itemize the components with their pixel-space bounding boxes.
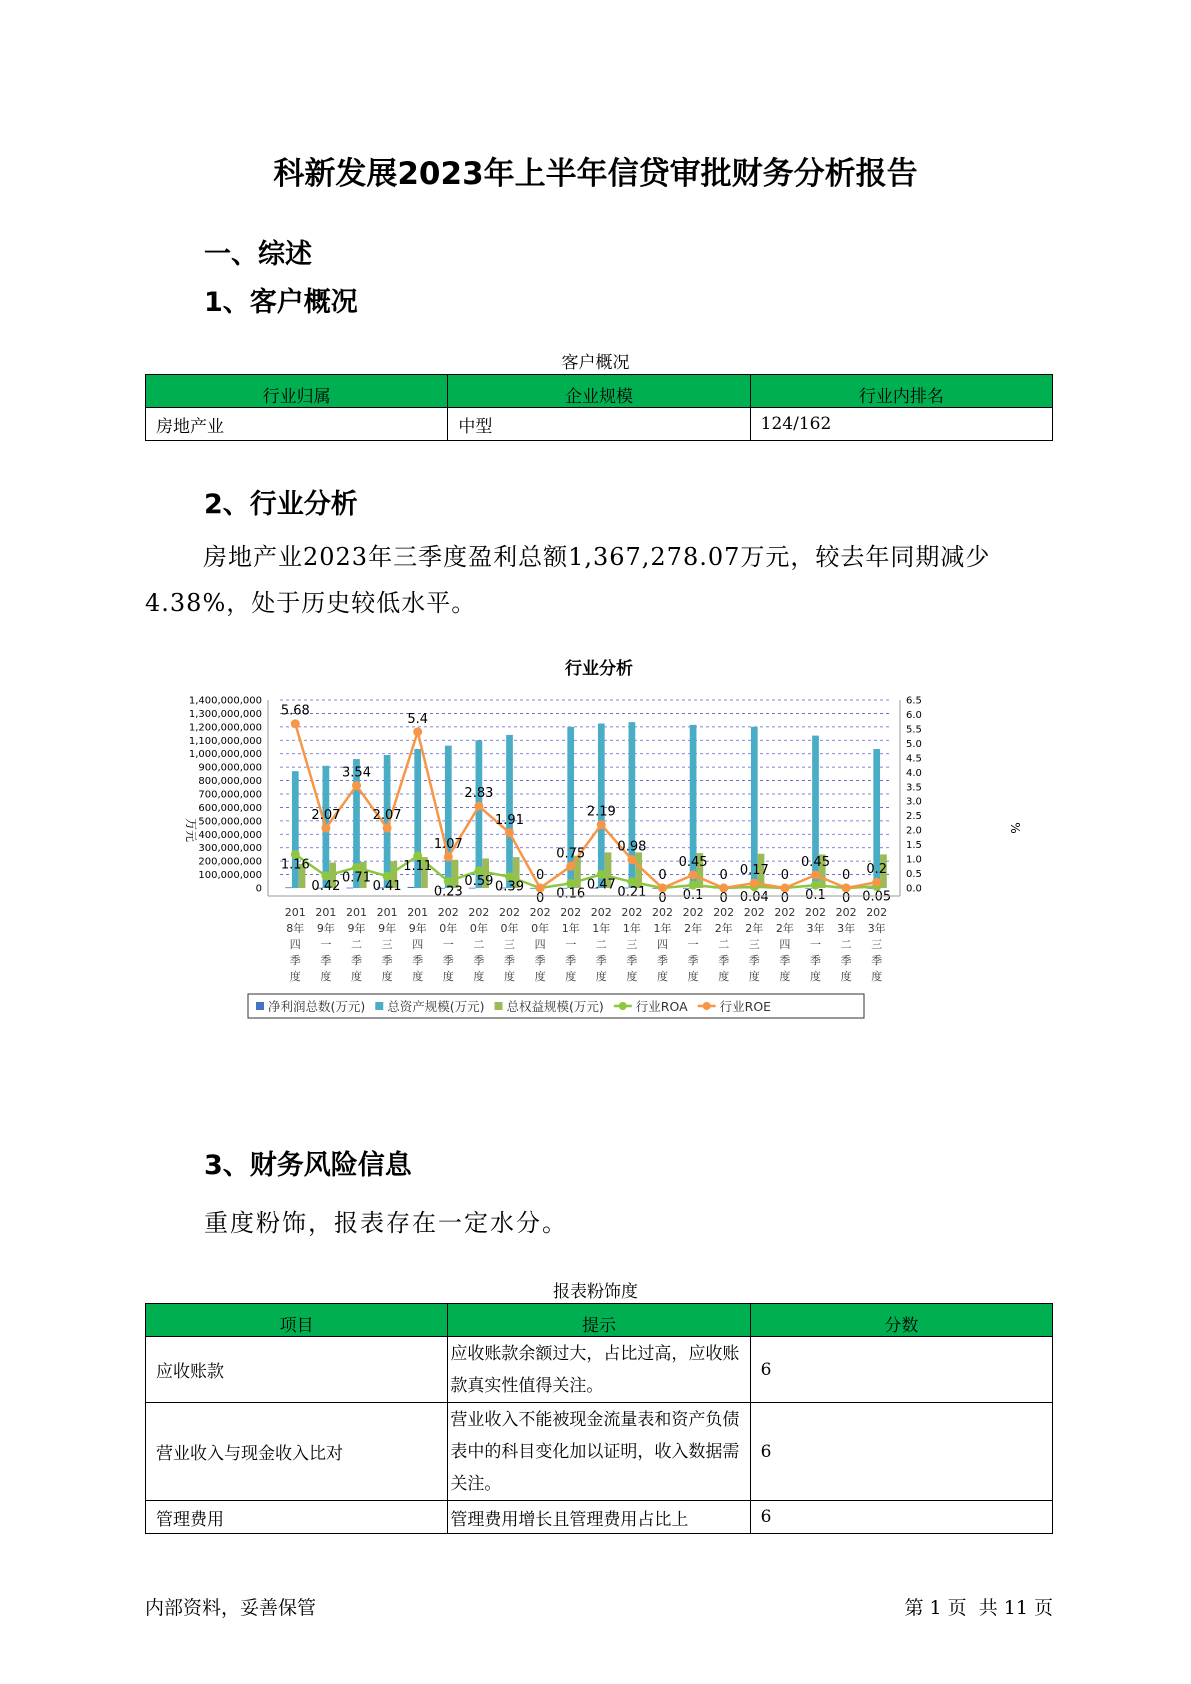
chart-data-label: 1.16 [280,857,310,873]
risk-row-hint: 营业收入不能被现金流量表和资产负债表中的科目变化加以证明，收入数据需关注。 [448,1403,750,1501]
chart-data-label: 0 [535,891,545,906]
chart-y-tick-label: 400,000,000 [198,829,262,841]
chart-x-tick-label: 202 1年四季度 [652,906,673,983]
chart-data-label: 0.1 [805,888,826,904]
chart-x-tick-label: 202 1年二季度 [590,906,612,983]
risk-row-score: 6 [750,1337,1052,1403]
chart-y-tick-label: 0 [255,883,262,895]
risk-row-score: 6 [750,1403,1052,1501]
chart-point [291,719,300,728]
chart-x-tick-label: 202 0年三季度 [499,906,520,983]
chart-data-label: 0.16 [556,886,586,902]
chart-data-label: 2.83 [464,786,494,802]
legend-label: 行业ROE [719,999,772,1014]
chart-y2-tick-label: 4.5 [906,753,922,765]
risk-table-caption: 报表粉饰度 [553,1282,638,1302]
risk-row-item: 管理费用 [146,1501,448,1534]
chart-x-tick-label: 201 9年一季度 [315,906,337,983]
chart-y-tick-label: 1,200,000,000 [188,722,262,734]
chart-data-label: 1.91 [495,812,524,828]
chart-y2-tick-label: 4.0 [906,767,922,779]
chart-data-label: 0 [719,891,728,906]
chart-y2-tick-label: 6.5 [906,695,922,707]
chart-data-label: 0 [658,868,667,883]
chart-y-tick-label: 500,000,000 [198,816,262,828]
chart-y2-axis-label: % [1008,822,1022,834]
legend-label: 行业ROA [635,999,688,1014]
chart-y-tick-label: 200,000,000 [198,856,262,868]
chart-x-tick-label: 202 0年二季度 [468,906,490,983]
chart-data-label: 2.19 [586,804,616,820]
chart-y2-tick-label: 0.0 [906,883,922,895]
chart-data-label: 0.2 [866,862,888,878]
chart-x-tick-label: 202 3年三季度 [866,906,888,983]
chart-point [383,824,392,833]
chart-point [474,802,483,811]
chart-y-tick-label: 800,000,000 [198,776,262,788]
chart-data-label: 0 [719,868,728,883]
chart-data-label: 0.05 [862,889,892,905]
chart-data-label: 0 [841,891,851,906]
chart-point [597,820,606,829]
chart-data-label: 0.47 [586,877,616,893]
customer-rank: 124/162 [750,408,1052,441]
chart-data-label: 0.04 [739,889,769,905]
customer-header-industry: 行业归属 [146,375,448,408]
risk-header-score: 分数 [750,1304,1052,1337]
chart-data-label: 0.45 [678,854,708,870]
chart-data-label: 0.17 [739,863,769,879]
risk-row-hint: 应收账款余额过大，占比过高，应收账款真实性值得关注。 [448,1337,750,1403]
chart-bar [285,887,292,888]
chart-point [505,828,514,837]
chart-data-label: 0 [780,891,790,906]
chart-bar [506,735,513,888]
chart-y2-tick-label: 0.5 [906,869,922,881]
chart-data-label: 5.68 [280,703,310,719]
chart-data-label: 0.1 [682,888,704,904]
chart-title: 行业分析 [565,659,633,679]
chart-x-tick-label: 201 9年二季度 [346,906,367,983]
chart-data-label: 1.11 [403,858,433,874]
legend-swatch [375,1002,383,1010]
chart-data-label: 5.4 [407,711,429,727]
chart-data-label: 0.23 [433,884,463,900]
footer-confidential: 内部资料，妥善保管 [145,1597,317,1619]
chart-data-label: 3.54 [342,765,371,781]
footer-page-number: 第 1 页 共 11 页 [904,1597,1053,1619]
chart-x-tick-label: 202 2年一季度 [682,906,704,983]
chart-data-label: 0.39 [495,879,524,895]
risk-row-item: 应收账款 [146,1337,448,1403]
chart-point [689,870,698,879]
risk-header-hint: 提示 [448,1304,750,1337]
chart-point [321,824,330,833]
customer-table [145,374,1053,441]
risk-paragraph: 重度粉饰，报表存在一定水分。 [204,1209,568,1237]
chart-point [750,879,759,888]
section-risk: 3、财务风险信息 [204,1150,412,1181]
section-industry: 2、行业分析 [204,489,358,520]
chart-x-tick-label: 202 1年一季度 [560,906,582,983]
legend-swatch [256,1002,264,1010]
legend-swatch-marker [619,1002,627,1010]
chart-y-axis-label: 万元 [184,817,198,843]
chart-y2-tick-label: 3.0 [906,796,922,808]
section-customer: 1、客户概况 [204,287,358,318]
chart-data-label: 0 [658,891,667,906]
industry-paragraph: 房地产业2023年三季度盈利总额1,367,278.07万元，较去年同期减少4.38%，处于历史较低水平。 [145,543,991,617]
chart-y-tick-label: 300,000,000 [198,843,262,855]
risk-row-score: 6 [750,1501,1052,1534]
chart-x-tick-label: 202 1年三季度 [621,906,643,983]
chart-y2-tick-label: 6.0 [906,709,922,721]
chart-data-label: 0.41 [372,879,402,895]
risk-row-hint: 管理费用增长且管理费用占比上 [448,1501,750,1534]
report-title: 科新发展2023年上半年信贷审批财务分析报告 [273,156,918,192]
customer-header-scale: 企业规模 [448,375,750,408]
risk-row-item: 营业收入与现金收入比对 [146,1403,448,1501]
chart-x-tick-label: 202 3年二季度 [835,906,857,983]
chart-point [627,855,636,864]
legend-swatch [495,1002,503,1010]
legend-label: 总资产规模(万元) [387,999,485,1014]
chart-data-label: 1.07 [433,837,463,853]
chart-y-tick-label: 100,000,000 [198,870,262,882]
chart-x-tick-label: 202 2年二季度 [713,906,735,983]
customer-table-caption: 客户概况 [561,353,630,373]
chart-bar [476,740,483,888]
risk-header-item: 项目 [146,1304,448,1337]
chart-y-tick-label: 1,300,000,000 [188,708,262,720]
chart-y2-tick-label: 5.5 [906,724,922,736]
chart-x-tick-label: 202 2年四季度 [774,906,796,983]
chart-x-tick-label: 202 3年一季度 [805,906,826,983]
chart-y2-tick-label: 2.0 [906,825,922,837]
chart-bar [346,888,353,889]
chart-y2-tick-label: 5.0 [906,738,922,750]
chart-y-tick-label: 1,000,000,000 [188,749,262,761]
chart-y-tick-label: 1,100,000,000 [188,735,262,747]
chart-data-label: 2.07 [372,808,402,824]
chart-data-label: 0.42 [311,878,341,894]
chart-point [352,781,361,790]
risk-table [145,1303,1053,1534]
chart-point [566,862,575,871]
chart-y2-tick-label: 1.0 [906,854,922,866]
chart-data-label: 0.45 [801,854,830,870]
chart-y-tick-label: 900,000,000 [198,762,262,774]
chart-x-tick-label: 202 2年三季度 [743,906,765,983]
chart-point [444,853,453,862]
chart-data-label: 0.71 [342,870,371,886]
chart-data-label: 2.07 [311,808,341,824]
chart-data-label: 0.98 [617,839,647,855]
industry-chart [175,650,1035,1105]
section-overview: 一、综述 [204,239,312,270]
chart-y-tick-label: 700,000,000 [198,789,262,801]
customer-scale: 中型 [448,408,750,441]
chart-data-label: 0 [841,868,851,883]
chart-x-tick-label: 201 9年四季度 [407,906,429,983]
chart-point [872,878,881,887]
chart-point [413,727,422,736]
chart-y2-tick-label: 1.5 [906,840,922,852]
chart-data-label: 0 [535,868,545,883]
legend-label: 净利润总数(万元) [268,999,366,1014]
legend-label: 总权益规模(万元) [506,999,604,1014]
chart-bar [408,887,415,888]
chart-data-label: 0.21 [617,884,647,900]
chart-point [811,870,820,879]
chart-x-tick-label: 202 0年四季度 [529,906,551,983]
chart-x-tick-label: 202 0年一季度 [437,906,459,983]
chart-y-tick-label: 1,400,000,000 [188,695,262,707]
chart-data-label: 0 [780,868,790,883]
chart-y2-tick-label: 2.5 [906,811,922,823]
chart-x-tick-label: 201 9年三季度 [376,906,398,983]
chart-data-label: 0.75 [556,846,586,862]
chart-data-label: 0.59 [464,873,494,889]
chart-x-tick-label: 201 8年四季度 [284,906,306,983]
customer-industry: 房地产业 [146,408,448,441]
chart-y2-tick-label: 3.5 [906,782,922,794]
chart-y-tick-label: 600,000,000 [198,802,262,814]
legend-swatch-marker [703,1002,711,1010]
chart-bar [445,746,452,888]
customer-header-rank: 行业内排名 [750,375,1052,408]
